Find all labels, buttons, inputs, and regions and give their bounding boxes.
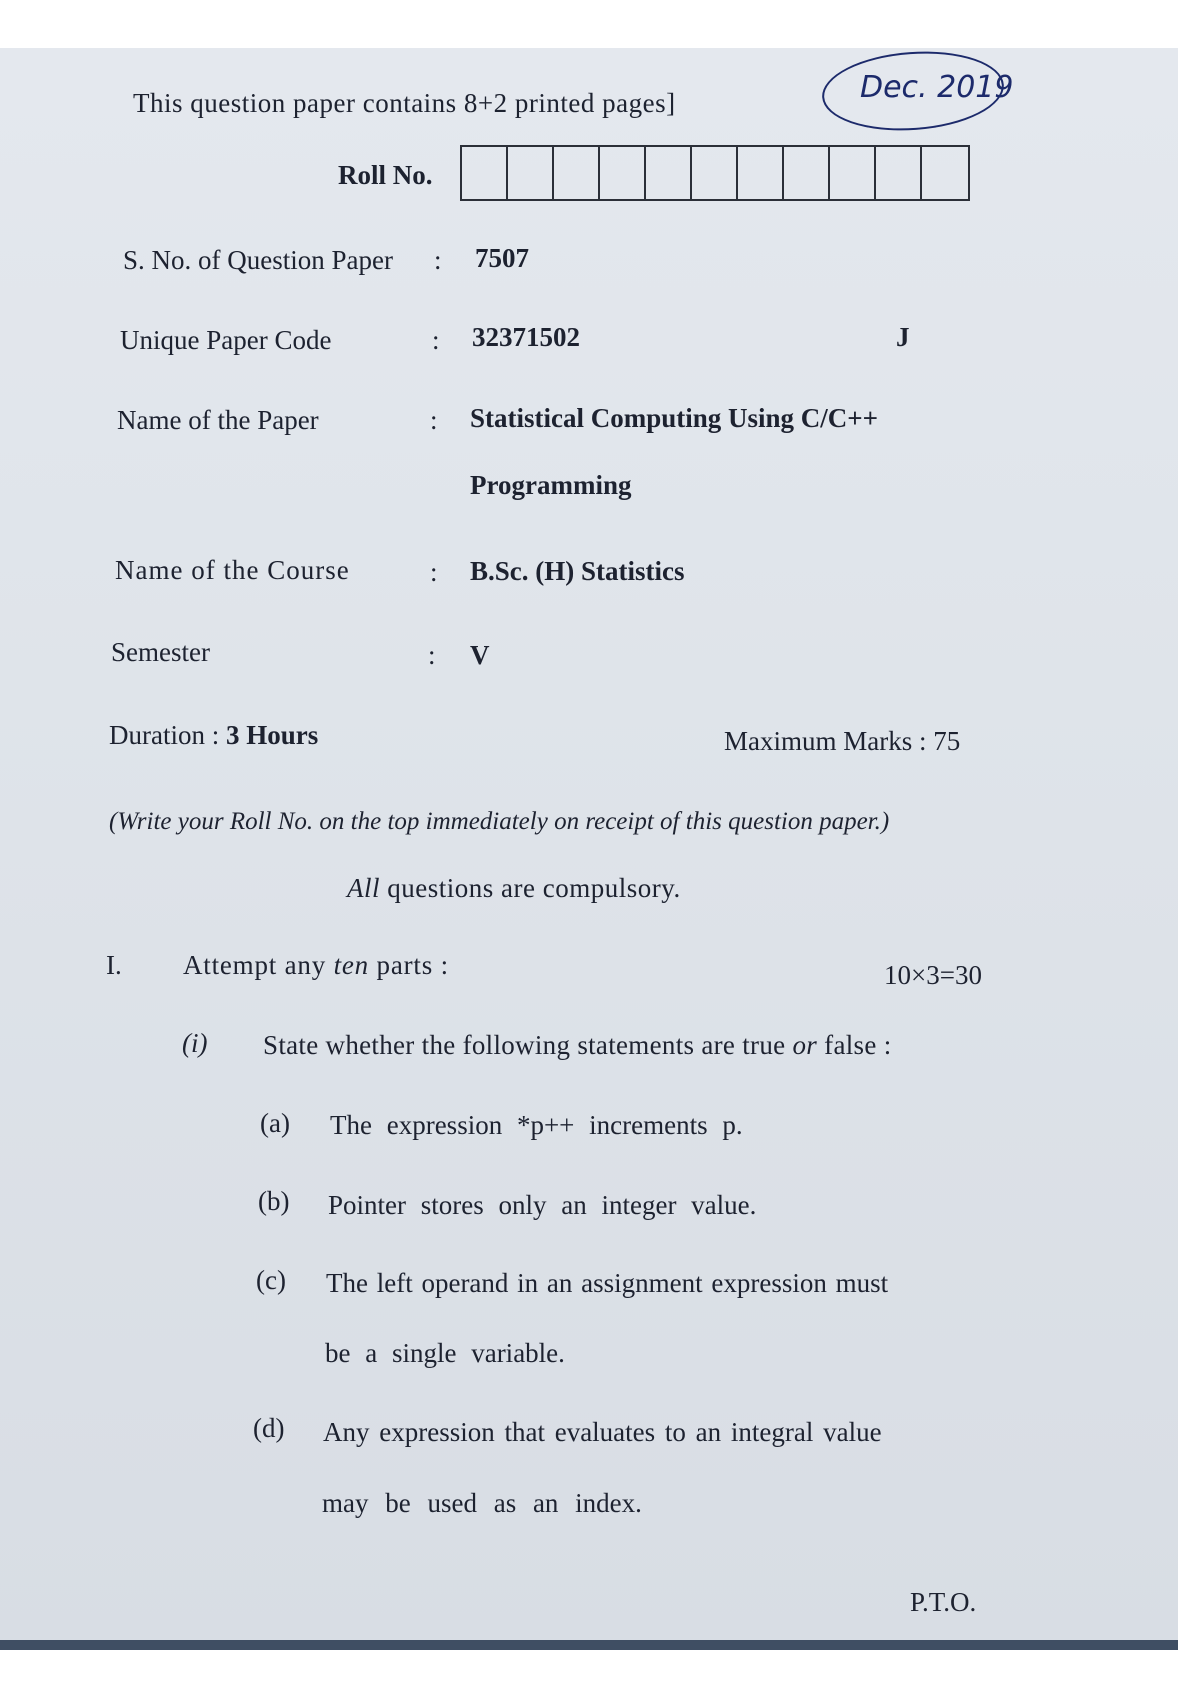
sno-colon: : <box>434 245 442 275</box>
all-word: All <box>347 873 380 903</box>
course-value: B.Sc. (H) Statistics <box>470 556 685 586</box>
item-c-label: (c) <box>256 1265 286 1295</box>
item-a-label: (a) <box>260 1108 290 1138</box>
roll-no-box[interactable] <box>692 147 738 199</box>
prompt-ten: ten <box>333 950 369 980</box>
roll-no-box[interactable] <box>876 147 922 199</box>
sno-value: 7507 <box>475 243 529 273</box>
part-i-or: or <box>792 1030 818 1060</box>
roll-no-box[interactable] <box>784 147 830 199</box>
roll-no-box[interactable] <box>462 147 508 199</box>
compulsory-rest: questions are compulsory. <box>387 873 681 903</box>
item-b-text: Pointer stores only an integer value. <box>328 1190 757 1220</box>
pto-note: P.T.O. <box>910 1587 977 1617</box>
part-i-statement <box>263 1030 892 1061</box>
item-d-line2: may be used as an index. <box>322 1488 642 1518</box>
max-marks: Maximum Marks : 75 <box>724 726 961 756</box>
paper-name-line2: Programming <box>470 470 632 500</box>
part-i-label: (i) <box>182 1028 208 1058</box>
pages-note: This question paper contains 8+2 printed pages] <box>133 88 676 118</box>
upc-value: 32371502 <box>472 322 580 352</box>
course-colon: : <box>430 557 438 587</box>
roll-no-box[interactable] <box>646 147 692 199</box>
semester-value: V <box>470 640 490 670</box>
roll-no-box[interactable] <box>922 147 968 199</box>
item-b-label: (b) <box>258 1186 290 1216</box>
prompt-start: Attempt any <box>183 950 327 980</box>
roll-instruction: (Write your Roll No. on the top immediately on receipt of this question paper.) <box>109 808 890 835</box>
item-c-line2: be a single variable. <box>325 1338 565 1368</box>
roll-no-box[interactable] <box>508 147 554 199</box>
handwritten-date: Dec. 2019 <box>860 70 1014 105</box>
upc-colon: : <box>432 325 440 355</box>
roll-no-box[interactable] <box>830 147 876 199</box>
paper-name-line1: Statistical Computing Using C/C++ <box>470 403 879 433</box>
duration-label: Duration : <box>109 720 220 750</box>
semester-colon: : <box>428 640 436 670</box>
question-number: I. <box>106 950 122 980</box>
item-d-label: (d) <box>253 1413 285 1443</box>
set-letter: J <box>896 322 910 352</box>
roll-no-label: Roll No. <box>338 160 433 190</box>
item-a-text: The expression *p++ increments p. <box>330 1110 743 1140</box>
upc-label: Unique Paper Code <box>120 325 332 355</box>
compulsory-note <box>347 873 681 904</box>
course-label: Name of the Course <box>115 555 350 585</box>
prompt-end: parts : <box>376 950 449 980</box>
item-c-line1: The left operand in an assignment expression must <box>326 1268 889 1298</box>
question-prompt <box>183 950 449 981</box>
item-d-line1: Any expression that evaluates to an integral value <box>323 1417 882 1447</box>
roll-no-box[interactable] <box>554 147 600 199</box>
question-marks: 10×3=30 <box>884 960 982 990</box>
duration <box>109 720 318 751</box>
roll-no-box[interactable] <box>738 147 784 199</box>
duration-value: 3 Hours <box>225 720 319 750</box>
part-i-text-end: false : <box>824 1030 892 1060</box>
paper-name-label: Name of the Paper <box>117 405 319 435</box>
roll-no-box[interactable] <box>600 147 646 199</box>
question-paper-sheet <box>0 48 1178 1650</box>
semester-label: Semester <box>111 637 210 667</box>
roll-no-boxes[interactable] <box>460 145 970 201</box>
sno-label: S. No. of Question Paper <box>123 245 393 275</box>
part-i-text-start: State whether the following statements are true <box>263 1030 786 1060</box>
paper-name-colon: : <box>430 405 438 435</box>
